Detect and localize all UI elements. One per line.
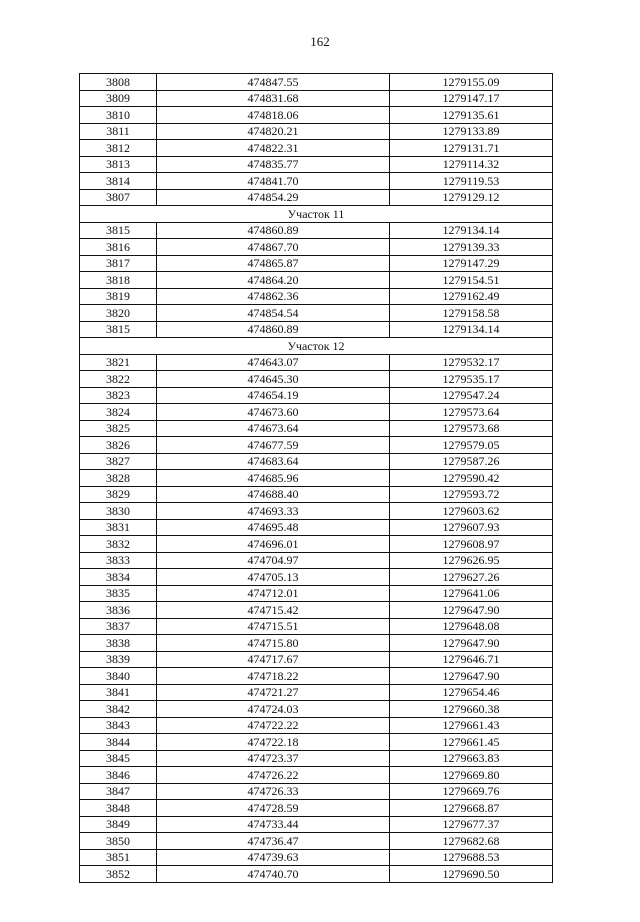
x-coordinate-cell: 474715.42	[157, 602, 390, 619]
y-coordinate-cell: 1279114.32	[390, 156, 553, 173]
table-row	[80, 866, 553, 883]
point-number-cell: 3836	[80, 602, 157, 619]
x-coordinate-cell: 474726.22	[157, 767, 390, 784]
y-coordinate-cell: 1279607.93	[390, 519, 553, 536]
x-coordinate-cell: 474822.31	[157, 140, 390, 157]
table-row	[80, 288, 553, 305]
y-coordinate-cell: 1279682.68	[390, 833, 553, 850]
point-number-cell: 3841	[80, 684, 157, 701]
table-row	[80, 239, 553, 256]
x-coordinate-cell: 474685.96	[157, 470, 390, 487]
x-coordinate-cell: 474862.36	[157, 288, 390, 305]
table-row	[80, 156, 553, 173]
point-number-cell: 3818	[80, 272, 157, 289]
x-coordinate-cell: 474723.37	[157, 750, 390, 767]
section-title: Участок 11	[80, 206, 553, 223]
y-coordinate-cell: 1279139.33	[390, 239, 553, 256]
x-coordinate-cell: 474726.33	[157, 783, 390, 800]
y-coordinate-cell: 1279669.80	[390, 767, 553, 784]
x-coordinate-cell: 474864.20	[157, 272, 390, 289]
y-coordinate-cell: 1279147.17	[390, 90, 553, 107]
y-coordinate-cell: 1279587.26	[390, 453, 553, 470]
table-row	[80, 371, 553, 388]
table-row	[80, 420, 553, 437]
point-number-cell: 3830	[80, 503, 157, 520]
x-coordinate-cell: 474860.89	[157, 321, 390, 338]
point-number-cell: 3835	[80, 585, 157, 602]
table-row	[80, 618, 553, 635]
y-coordinate-cell: 1279119.53	[390, 173, 553, 190]
x-coordinate-cell: 474683.64	[157, 453, 390, 470]
table-row	[80, 503, 553, 520]
x-coordinate-cell: 474835.77	[157, 156, 390, 173]
x-coordinate-cell: 474654.19	[157, 387, 390, 404]
point-number-cell: 3851	[80, 849, 157, 866]
x-coordinate-cell: 474643.07	[157, 354, 390, 371]
table-row	[80, 74, 553, 91]
y-coordinate-cell: 1279647.90	[390, 602, 553, 619]
x-coordinate-cell: 474696.01	[157, 536, 390, 553]
y-coordinate-cell: 1279677.37	[390, 816, 553, 833]
x-coordinate-cell: 474722.22	[157, 717, 390, 734]
x-coordinate-cell: 474847.55	[157, 74, 390, 91]
table-row	[80, 849, 553, 866]
point-number-cell: 3852	[80, 866, 157, 883]
section-row	[80, 206, 553, 223]
x-coordinate-cell: 474740.70	[157, 866, 390, 883]
x-coordinate-cell: 474704.97	[157, 552, 390, 569]
y-coordinate-cell: 1279579.05	[390, 437, 553, 454]
table-row	[80, 734, 553, 751]
point-number-cell: 3849	[80, 816, 157, 833]
x-coordinate-cell: 474715.51	[157, 618, 390, 635]
point-number-cell: 3837	[80, 618, 157, 635]
y-coordinate-cell: 1279641.06	[390, 585, 553, 602]
table-row	[80, 305, 553, 322]
point-number-cell: 3838	[80, 635, 157, 652]
point-number-cell: 3846	[80, 767, 157, 784]
y-coordinate-cell: 1279147.29	[390, 255, 553, 272]
x-coordinate-cell: 474854.54	[157, 305, 390, 322]
table-row	[80, 717, 553, 734]
x-coordinate-cell: 474865.87	[157, 255, 390, 272]
x-coordinate-cell: 474705.13	[157, 569, 390, 586]
x-coordinate-cell: 474645.30	[157, 371, 390, 388]
point-number-cell: 3815	[80, 321, 157, 338]
point-number-cell: 3827	[80, 453, 157, 470]
point-number-cell: 3825	[80, 420, 157, 437]
table-row	[80, 750, 553, 767]
table-row	[80, 255, 553, 272]
x-coordinate-cell: 474718.22	[157, 668, 390, 685]
point-number-cell: 3808	[80, 74, 157, 91]
y-coordinate-cell: 1279661.43	[390, 717, 553, 734]
y-coordinate-cell: 1279668.87	[390, 800, 553, 817]
y-coordinate-cell: 1279627.26	[390, 569, 553, 586]
point-number-cell: 3819	[80, 288, 157, 305]
point-number-cell: 3848	[80, 800, 157, 817]
y-coordinate-cell: 1279608.97	[390, 536, 553, 553]
table-row	[80, 651, 553, 668]
table-row	[80, 453, 553, 470]
point-number-cell: 3812	[80, 140, 157, 157]
table-row	[80, 404, 553, 421]
x-coordinate-cell: 474733.44	[157, 816, 390, 833]
y-coordinate-cell: 1279129.12	[390, 189, 553, 206]
point-number-cell: 3850	[80, 833, 157, 850]
y-coordinate-cell: 1279133.89	[390, 123, 553, 140]
x-coordinate-cell: 474831.68	[157, 90, 390, 107]
y-coordinate-cell: 1279661.45	[390, 734, 553, 751]
y-coordinate-cell: 1279158.58	[390, 305, 553, 322]
table-row	[80, 437, 553, 454]
y-coordinate-cell: 1279155.09	[390, 74, 553, 91]
table-row	[80, 189, 553, 206]
table-row	[80, 800, 553, 817]
x-coordinate-cell: 474724.03	[157, 701, 390, 718]
y-coordinate-cell: 1279131.71	[390, 140, 553, 157]
section-row	[80, 338, 553, 355]
table-row	[80, 272, 553, 289]
y-coordinate-cell: 1279647.90	[390, 635, 553, 652]
table-row	[80, 519, 553, 536]
table-row	[80, 668, 553, 685]
table-row	[80, 783, 553, 800]
point-number-cell: 3842	[80, 701, 157, 718]
y-coordinate-cell: 1279593.72	[390, 486, 553, 503]
point-number-cell: 3844	[80, 734, 157, 751]
x-coordinate-cell: 474712.01	[157, 585, 390, 602]
point-number-cell: 3832	[80, 536, 157, 553]
table-row	[80, 90, 553, 107]
y-coordinate-cell: 1279648.08	[390, 618, 553, 635]
point-number-cell: 3820	[80, 305, 157, 322]
table-row	[80, 486, 553, 503]
table-row	[80, 684, 553, 701]
y-coordinate-cell: 1279535.17	[390, 371, 553, 388]
table-row	[80, 536, 553, 553]
point-number-cell: 3824	[80, 404, 157, 421]
x-coordinate-cell: 474841.70	[157, 173, 390, 190]
x-coordinate-cell: 474715.80	[157, 635, 390, 652]
y-coordinate-cell: 1279690.50	[390, 866, 553, 883]
y-coordinate-cell: 1279134.14	[390, 321, 553, 338]
table-row	[80, 569, 553, 586]
x-coordinate-cell: 474722.18	[157, 734, 390, 751]
coordinates-table-body	[80, 74, 553, 883]
table-row	[80, 123, 553, 140]
table-row	[80, 107, 553, 124]
table-row	[80, 701, 553, 718]
x-coordinate-cell: 474695.48	[157, 519, 390, 536]
x-coordinate-cell: 474673.64	[157, 420, 390, 437]
y-coordinate-cell: 1279573.64	[390, 404, 553, 421]
point-number-cell: 3810	[80, 107, 157, 124]
y-coordinate-cell: 1279532.17	[390, 354, 553, 371]
y-coordinate-cell: 1279669.76	[390, 783, 553, 800]
point-number-cell: 3843	[80, 717, 157, 734]
x-coordinate-cell: 474860.89	[157, 222, 390, 239]
point-number-cell: 3823	[80, 387, 157, 404]
point-number-cell: 3847	[80, 783, 157, 800]
section-title: Участок 12	[80, 338, 553, 355]
point-number-cell: 3829	[80, 486, 157, 503]
y-coordinate-cell: 1279660.38	[390, 701, 553, 718]
table-row	[80, 354, 553, 371]
point-number-cell: 3821	[80, 354, 157, 371]
table-row	[80, 470, 553, 487]
point-number-cell: 3839	[80, 651, 157, 668]
table-row	[80, 387, 553, 404]
table-row	[80, 635, 553, 652]
x-coordinate-cell: 474693.33	[157, 503, 390, 520]
y-coordinate-cell: 1279590.42	[390, 470, 553, 487]
point-number-cell: 3840	[80, 668, 157, 685]
x-coordinate-cell: 474854.29	[157, 189, 390, 206]
x-coordinate-cell: 474867.70	[157, 239, 390, 256]
y-coordinate-cell: 1279626.95	[390, 552, 553, 569]
y-coordinate-cell: 1279646.71	[390, 651, 553, 668]
x-coordinate-cell: 474818.06	[157, 107, 390, 124]
table-row	[80, 602, 553, 619]
x-coordinate-cell: 474721.27	[157, 684, 390, 701]
point-number-cell: 3809	[80, 90, 157, 107]
y-coordinate-cell: 1279547.24	[390, 387, 553, 404]
y-coordinate-cell: 1279663.83	[390, 750, 553, 767]
table-row	[80, 585, 553, 602]
point-number-cell: 3811	[80, 123, 157, 140]
coordinates-table	[79, 73, 553, 883]
y-coordinate-cell: 1279647.90	[390, 668, 553, 685]
x-coordinate-cell: 474673.60	[157, 404, 390, 421]
point-number-cell: 3845	[80, 750, 157, 767]
x-coordinate-cell: 474820.21	[157, 123, 390, 140]
table-row	[80, 173, 553, 190]
point-number-cell: 3833	[80, 552, 157, 569]
table-row	[80, 222, 553, 239]
y-coordinate-cell: 1279162.49	[390, 288, 553, 305]
point-number-cell: 3822	[80, 371, 157, 388]
point-number-cell: 3813	[80, 156, 157, 173]
x-coordinate-cell: 474736.47	[157, 833, 390, 850]
y-coordinate-cell: 1279573.68	[390, 420, 553, 437]
point-number-cell: 3814	[80, 173, 157, 190]
table-row	[80, 140, 553, 157]
point-number-cell: 3815	[80, 222, 157, 239]
y-coordinate-cell: 1279688.53	[390, 849, 553, 866]
page-number: 162	[310, 34, 330, 49]
x-coordinate-cell: 474739.63	[157, 849, 390, 866]
point-number-cell: 3816	[80, 239, 157, 256]
table-row	[80, 767, 553, 784]
point-number-cell: 3834	[80, 569, 157, 586]
table-row	[80, 552, 553, 569]
y-coordinate-cell: 1279135.61	[390, 107, 553, 124]
y-coordinate-cell: 1279154.51	[390, 272, 553, 289]
table-row	[80, 833, 553, 850]
point-number-cell: 3817	[80, 255, 157, 272]
x-coordinate-cell: 474688.40	[157, 486, 390, 503]
x-coordinate-cell: 474717.67	[157, 651, 390, 668]
table-row	[80, 321, 553, 338]
point-number-cell: 3826	[80, 437, 157, 454]
point-number-cell: 3828	[80, 470, 157, 487]
y-coordinate-cell: 1279654.46	[390, 684, 553, 701]
point-number-cell: 3831	[80, 519, 157, 536]
point-number-cell: 3807	[80, 189, 157, 206]
y-coordinate-cell: 1279603.62	[390, 503, 553, 520]
y-coordinate-cell: 1279134.14	[390, 222, 553, 239]
x-coordinate-cell: 474728.59	[157, 800, 390, 817]
table-row	[80, 816, 553, 833]
x-coordinate-cell: 474677.59	[157, 437, 390, 454]
